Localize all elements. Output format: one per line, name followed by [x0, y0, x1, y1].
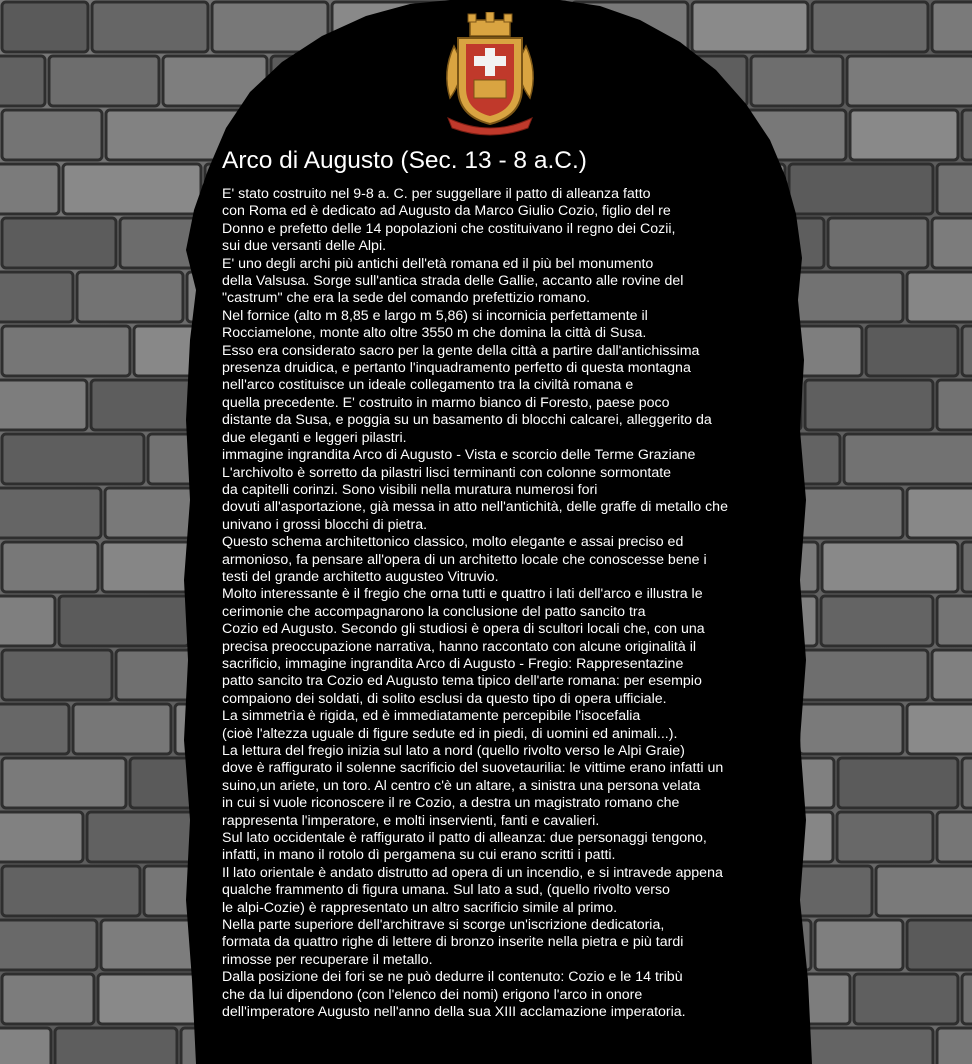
- text-line: che da lui dipendono (con l'elenco dei nomi) erigono l'arco in onore: [222, 986, 643, 1003]
- text-line: Questo schema architettonico classico, molto elegante e assai preciso ed: [222, 534, 684, 551]
- text-line: L'archivolto è sorretto da pilastri lisci terminanti con colonne sormontate: [222, 464, 672, 481]
- text-line: rimosse per recuperare il metallo.: [222, 951, 433, 968]
- text-line: sui due versanti delle Alpi.: [222, 238, 387, 255]
- page-title: Arco di Augusto (Sec. 13 - 8 a.C.): [222, 147, 587, 174]
- text-line: della Valsusa. Sorge sull'antica strada delle Gallie, accanto alle rovine del: [222, 273, 684, 290]
- text-line: suino,un ariete, un toro. Al centro c'è un altare, a sinistra una persona velata: [222, 777, 701, 794]
- text-line: precisa preoccupazione narrativa, hanno raccontato con alcune originalità il: [222, 638, 696, 655]
- text-line: qualche frammento di figura umana. Sul lato a sud, (quello rivolto verso: [222, 882, 670, 899]
- text-line: La lettura del fregio inizia sul lato a nord (quello rivolto verso le Alpi Graie): [222, 743, 685, 759]
- text-line: "castrum" che era la sede del comando prefettizio romano.: [222, 290, 591, 307]
- text-line: La simmetrìa è rigida, ed è immediatamente percepibile l'isocefalia: [222, 708, 641, 725]
- text-line: patto sancito tra Cozio ed Augusto tema tipico dell'arte romana: per esempio: [222, 673, 702, 690]
- text-line: rappresenta l'imperatore, e molti inservienti, fanti e cavalieri.: [222, 812, 600, 829]
- text-line: nell'arco costituisce un ideale collegamento tra la civiltà romana e: [222, 377, 634, 394]
- text-line: univano i grossi blocchi di pietra.: [222, 516, 428, 533]
- text-line: E' uno degli archi più antichi dell'età romana ed il più bel monumento: [222, 255, 654, 272]
- text-line: E' stato costruito nel 9-8 a. C. per suggellare il patto di alleanza fatto: [222, 186, 651, 202]
- text-line: dell'imperatore Augusto nell'anno della sua XIII acclamazione imperatoria.: [222, 1004, 686, 1021]
- text-line: da capitelli corinzi. Sono visibili nella muratura numerosi fori: [222, 481, 598, 498]
- text-line: compaiono dei soldati, di solito esclusi da questo tipo di opera ufficiale.: [222, 690, 667, 707]
- text-line: armonioso, fa pensare all'opera di un architetto locale che conoscesse bene i: [222, 551, 707, 568]
- text-line: formata da quattro righe di lettere di bronzo inserite nella pietra e più tardi: [222, 934, 684, 951]
- text-line: (cioè l'altezza uguale di figure sedute ed in piedi, di uomini ed animali...).: [222, 725, 678, 742]
- text-line: due eleganti e leggeri pilastri.: [222, 429, 407, 446]
- text-line: le alpi-Cozie) è rappresentato un altro sacrificio simile al primo.: [222, 899, 618, 916]
- text-line: testi del grande architetto augusteo Vitruvio.: [222, 568, 499, 585]
- article-body: [222, 186, 802, 1022]
- text-line: dove è raffigurato il solenne sacrificio del suovetaurilia: le vittime erano infatti un: [222, 760, 724, 777]
- text-line: Sul lato occidentale è raffigurato il patto di alleanza: due personaggi tengono,: [222, 830, 707, 847]
- text-line: Dalla posizione dei fori se ne può dedurre il contenuto: Cozio e le 14 tribù: [222, 969, 683, 986]
- text-line: infatti, in mano il rotolo dì pergamena su cui erano scritti i patti.: [222, 847, 616, 864]
- text-line: Cozio ed Augusto. Secondo gli studiosi è opera di scultori locali che, con una: [222, 621, 705, 638]
- text-line: in cui si vuole riconoscere il re Cozio, a destra un magistrato romano che: [222, 795, 680, 812]
- text-line: Rocciamelone, monte alto oltre 3550 m che domina la città di Susa.: [222, 325, 647, 342]
- text-line: immagine ingrandita Arco di Augusto - Vista e scorcio delle Terme Graziane: [222, 447, 696, 464]
- text-line: dovuti all'asportazione, già messa in atto nell'antichità, delle graffe di metallo che: [222, 499, 728, 516]
- text-line: sacrificio, immagine ingrandita Arco di Augusto - Fregio: Rappresentazine: [222, 655, 684, 672]
- text-line: Donno e prefetto delle 14 popolazioni che costituivano il regno dei Cozii,: [222, 220, 676, 237]
- text-line: Nella parte superiore dell'architrave si scorge un'iscrizione dedicatoria,: [222, 917, 665, 934]
- text-line: quella precedente. E' costruito in marmo bianco di Foresto, paese poco: [222, 394, 670, 411]
- text-line: Nel fornice (alto m 8,85 e largo m 5,86) si incornicia perfettamente il: [222, 307, 648, 324]
- coat-of-arms-icon: [440, 12, 540, 136]
- text-line: presenza druidica, e pertanto l'inquadramento perfetto di questa montagna: [222, 360, 691, 377]
- text-line: cerimonie che accompagnarono la conclusione del patto sancito tra: [222, 603, 646, 620]
- text-line: con Roma ed è dedicato ad Augusto da Marco Giulio Cozio, figlio del re: [222, 203, 671, 220]
- article: [222, 144, 802, 1022]
- text-line: Il lato orientale è andato distrutto ad opera di un incendio, e si intravede appena: [222, 864, 723, 881]
- text-line: Esso era considerato sacro per la gente della città a partire dall'antichissima: [222, 342, 700, 359]
- text-line: Molto interessante è il fregio che orna tutti e quattro i lati dell'arco e illustra le: [222, 586, 703, 603]
- text-line: distante da Susa, e poggia su un basamento di blocchi calcarei, alleggerito da: [222, 412, 712, 429]
